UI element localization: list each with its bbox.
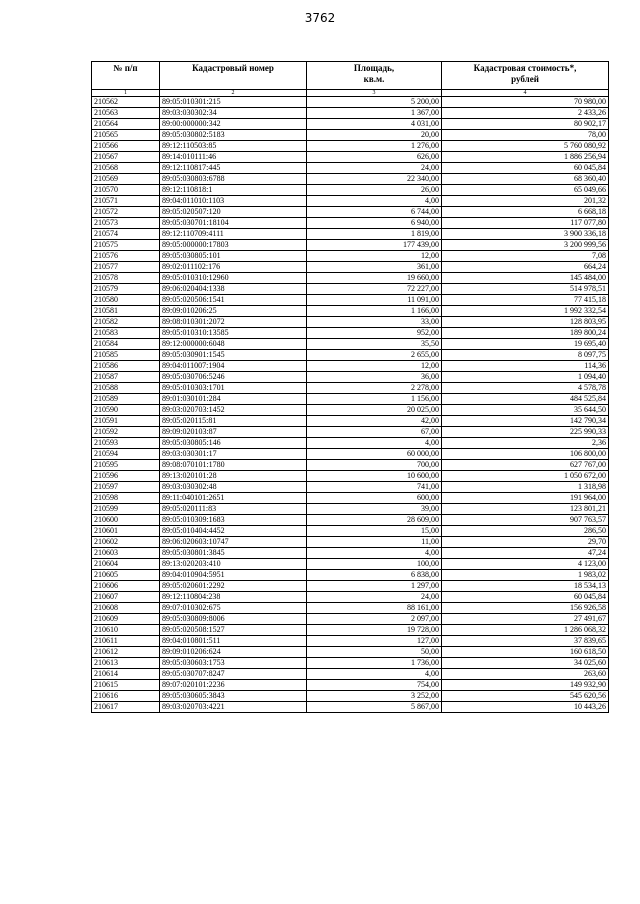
header-cost [442, 62, 609, 90]
table-row [92, 614, 609, 625]
table-row [92, 691, 609, 702]
table-row [92, 152, 609, 163]
cadastral-number-cell: 89:13:020203:410 [160, 559, 307, 570]
row-number-cell: 210597 [92, 482, 160, 493]
row-number-cell: 210575 [92, 240, 160, 251]
table-row [92, 636, 609, 647]
cadastral-value-cell: 78,00 [442, 130, 609, 141]
cadastral-value-cell: 907 763,57 [442, 515, 609, 526]
cadastral-value-cell: 3 900 336,18 [442, 229, 609, 240]
area-cell: 600,00 [307, 493, 442, 504]
cadastral-number-cell: 89:05:020507:120 [160, 207, 307, 218]
cadastral-value-cell: 4 123,00 [442, 559, 609, 570]
table-row [92, 515, 609, 526]
row-number-cell: 210599 [92, 504, 160, 515]
area-cell: 36,00 [307, 372, 442, 383]
area-cell: 741,00 [307, 482, 442, 493]
area-cell: 4,00 [307, 548, 442, 559]
cadastral-value-cell: 35 644,50 [442, 405, 609, 416]
table-row [92, 570, 609, 581]
table-row [92, 262, 609, 273]
cadastral-number-cell: 89:03:020703:1452 [160, 405, 307, 416]
cadastral-value-cell: 114,36 [442, 361, 609, 372]
cadastral-number-cell: 89:05:010310:13585 [160, 328, 307, 339]
cadastral-number-cell: 89:05:030802:5183 [160, 130, 307, 141]
row-number-cell: 210579 [92, 284, 160, 295]
header-area [307, 62, 442, 90]
area-cell: 12,00 [307, 251, 442, 262]
area-cell: 39,00 [307, 504, 442, 515]
row-number-cell: 210595 [92, 460, 160, 471]
cadastral-value-cell: 29,70 [442, 537, 609, 548]
cadastral-value-cell: 2,36 [442, 438, 609, 449]
cadastral-number-cell: 89:05:010301:215 [160, 97, 307, 108]
area-cell: 361,00 [307, 262, 442, 273]
cadastral-value-cell: 156 926,58 [442, 603, 609, 614]
cadastral-value-cell: 123 801,21 [442, 504, 609, 515]
header-cadastral: Кадастровый номер [160, 62, 307, 90]
row-number-cell: 210567 [92, 152, 160, 163]
cadastral-number-cell: 89:05:030809:8006 [160, 614, 307, 625]
table-row [92, 405, 609, 416]
row-number-cell: 210613 [92, 658, 160, 669]
cadastral-value-cell: 189 800,24 [442, 328, 609, 339]
area-cell: 28 609,00 [307, 515, 442, 526]
row-number-cell: 210563 [92, 108, 160, 119]
table-row [92, 658, 609, 669]
row-number-cell: 210602 [92, 537, 160, 548]
area-cell: 11 091,00 [307, 295, 442, 306]
area-cell: 50,00 [307, 647, 442, 658]
area-cell: 22 340,00 [307, 174, 442, 185]
row-number-cell: 210572 [92, 207, 160, 218]
column-number-row [92, 90, 609, 97]
cadastral-number-cell: 89:08:070101:1780 [160, 460, 307, 471]
cadastral-value-cell: 1 050 672,00 [442, 471, 609, 482]
table-row [92, 548, 609, 559]
table-row [92, 119, 609, 130]
header-num: № п/п [92, 62, 160, 90]
area-cell: 42,00 [307, 416, 442, 427]
table-row [92, 526, 609, 537]
cadastral-value-cell: 286,50 [442, 526, 609, 537]
cadastral-value-cell: 3 200 999,56 [442, 240, 609, 251]
cadastral-number-cell: 89:13:020101:28 [160, 471, 307, 482]
table-row [92, 680, 609, 691]
table-row [92, 163, 609, 174]
table-row [92, 427, 609, 438]
area-cell: 2 278,00 [307, 383, 442, 394]
cadastral-value-cell: 142 790,34 [442, 416, 609, 427]
area-cell: 177 439,00 [307, 240, 442, 251]
table-row [92, 372, 609, 383]
area-cell: 60 000,00 [307, 449, 442, 460]
cadastral-number-cell: 89:09:020103:87 [160, 427, 307, 438]
table-row [92, 240, 609, 251]
cadastral-number-cell: 89:05:020601:2292 [160, 581, 307, 592]
area-cell: 72 227,00 [307, 284, 442, 295]
cadastral-value-cell: 514 978,51 [442, 284, 609, 295]
cadastral-value-cell: 664,24 [442, 262, 609, 273]
area-cell: 3 252,00 [307, 691, 442, 702]
row-number-cell: 210600 [92, 515, 160, 526]
area-cell: 100,00 [307, 559, 442, 570]
area-cell: 1 297,00 [307, 581, 442, 592]
cadastral-number-cell: 89:05:030803:6788 [160, 174, 307, 185]
header-row [92, 62, 609, 90]
cadastral-number-cell: 89:01:030101:284 [160, 394, 307, 405]
cadastral-value-cell: 6 668,18 [442, 207, 609, 218]
cadastral-number-cell: 89:05:010309:1683 [160, 515, 307, 526]
cadastral-number-cell: 89:12:110818:1 [160, 185, 307, 196]
table-row [92, 130, 609, 141]
table-row [92, 482, 609, 493]
cadastral-value-cell: 37 839,65 [442, 636, 609, 647]
table-row [92, 273, 609, 284]
cadastral-number-cell: 89:03:030302:48 [160, 482, 307, 493]
column-number: 2 [160, 90, 307, 97]
table-row [92, 669, 609, 680]
area-cell: 24,00 [307, 163, 442, 174]
table-row [92, 361, 609, 372]
area-cell: 4,00 [307, 196, 442, 207]
table-row [92, 141, 609, 152]
area-cell: 1 367,00 [307, 108, 442, 119]
cadastral-value-cell: 7,08 [442, 251, 609, 262]
cadastral-value-cell: 128 803,95 [442, 317, 609, 328]
table-row [92, 328, 609, 339]
cadastral-value-cell: 1 886 256,94 [442, 152, 609, 163]
cadastral-value-cell: 1 094,40 [442, 372, 609, 383]
table-row [92, 383, 609, 394]
area-cell: 6 744,00 [307, 207, 442, 218]
area-cell: 20 025,00 [307, 405, 442, 416]
table-row [92, 559, 609, 570]
cadastral-number-cell: 89:05:030707:8247 [160, 669, 307, 680]
row-number-cell: 210571 [92, 196, 160, 207]
column-number: 3 [307, 90, 442, 97]
table-row [92, 229, 609, 240]
cadastral-number-cell: 89:05:010303:1701 [160, 383, 307, 394]
table-body [92, 97, 609, 713]
cadastral-value-cell: 1 992 332,54 [442, 306, 609, 317]
cadastral-value-cell: 160 618,50 [442, 647, 609, 658]
table-row [92, 394, 609, 405]
row-number-cell: 210589 [92, 394, 160, 405]
row-number-cell: 210562 [92, 97, 160, 108]
header-cost-line2: рублей [511, 74, 539, 84]
cadastral-value-cell: 8 097,75 [442, 350, 609, 361]
cadastral-value-cell: 77 415,18 [442, 295, 609, 306]
table-row [92, 207, 609, 218]
area-cell: 2 655,00 [307, 350, 442, 361]
cadastral-number-cell: 89:05:030605:3843 [160, 691, 307, 702]
cadastral-number-cell: 89:07:020101:2236 [160, 680, 307, 691]
row-number-cell: 210568 [92, 163, 160, 174]
area-cell: 20,00 [307, 130, 442, 141]
row-number-cell: 210608 [92, 603, 160, 614]
table-row [92, 438, 609, 449]
cadastral-number-cell: 89:04:011007:1904 [160, 361, 307, 372]
cadastral-number-cell: 89:04:011010:1103 [160, 196, 307, 207]
row-number-cell: 210566 [92, 141, 160, 152]
area-cell: 12,00 [307, 361, 442, 372]
row-number-cell: 210587 [92, 372, 160, 383]
area-cell: 2 097,00 [307, 614, 442, 625]
cadastral-number-cell: 89:05:010310:12960 [160, 273, 307, 284]
cadastral-value-cell: 4 578,78 [442, 383, 609, 394]
table-row [92, 702, 609, 713]
area-cell: 6 838,00 [307, 570, 442, 581]
cadastral-number-cell: 89:06:020603:10747 [160, 537, 307, 548]
table-row [92, 416, 609, 427]
row-number-cell: 210598 [92, 493, 160, 504]
table-row [92, 218, 609, 229]
header-area-line2: кв.м. [363, 74, 385, 84]
area-cell: 11,00 [307, 537, 442, 548]
table-row [92, 317, 609, 328]
cadastral-value-cell: 201,32 [442, 196, 609, 207]
cadastral-number-cell: 89:09:010206:25 [160, 306, 307, 317]
column-number: 4 [442, 90, 609, 97]
row-number-cell: 210617 [92, 702, 160, 713]
area-cell: 4,00 [307, 669, 442, 680]
row-number-cell: 210603 [92, 548, 160, 559]
area-cell: 626,00 [307, 152, 442, 163]
row-number-cell: 210574 [92, 229, 160, 240]
cadastral-number-cell: 89:05:030805:146 [160, 438, 307, 449]
cadastral-value-cell: 106 800,00 [442, 449, 609, 460]
row-number-cell: 210607 [92, 592, 160, 603]
area-cell: 88 161,00 [307, 603, 442, 614]
table-row [92, 295, 609, 306]
cadastral-number-cell: 89:02:011102:176 [160, 262, 307, 273]
cadastral-number-cell: 89:12:110817:445 [160, 163, 307, 174]
area-cell: 1 819,00 [307, 229, 442, 240]
cadastral-value-cell: 68 360,40 [442, 174, 609, 185]
cadastral-number-cell: 89:05:030805:101 [160, 251, 307, 262]
row-number-cell: 210596 [92, 471, 160, 482]
table-row [92, 108, 609, 119]
area-cell: 10 600,00 [307, 471, 442, 482]
row-number-cell: 210616 [92, 691, 160, 702]
row-number-cell: 210585 [92, 350, 160, 361]
table-row [92, 251, 609, 262]
area-cell: 4,00 [307, 438, 442, 449]
cadastral-number-cell: 89:05:020115:81 [160, 416, 307, 427]
table-row [92, 97, 609, 108]
table-row [92, 350, 609, 361]
row-number-cell: 210576 [92, 251, 160, 262]
row-number-cell: 210569 [92, 174, 160, 185]
cadastral-value-cell: 27 491,67 [442, 614, 609, 625]
cadastral-number-cell: 89:05:020506:1541 [160, 295, 307, 306]
cadastral-value-cell: 117 077,80 [442, 218, 609, 229]
cadastral-value-cell: 18 534,13 [442, 581, 609, 592]
area-cell: 6 940,00 [307, 218, 442, 229]
cadastral-value-cell: 545 620,56 [442, 691, 609, 702]
cadastral-number-cell: 89:03:030301:17 [160, 449, 307, 460]
row-number-cell: 210609 [92, 614, 160, 625]
cadastral-value-cell: 65 049,66 [442, 185, 609, 196]
cadastral-value-cell: 2 433,26 [442, 108, 609, 119]
area-cell: 15,00 [307, 526, 442, 537]
area-cell: 4 031,00 [307, 119, 442, 130]
row-number-cell: 210588 [92, 383, 160, 394]
cadastral-value-cell: 47,24 [442, 548, 609, 559]
cadastral-number-cell: 89:14:010111:46 [160, 152, 307, 163]
table-row [92, 460, 609, 471]
cadastral-number-cell: 89:06:020404:1338 [160, 284, 307, 295]
cadastral-value-cell: 60 045,84 [442, 592, 609, 603]
area-cell: 952,00 [307, 328, 442, 339]
area-cell: 1 276,00 [307, 141, 442, 152]
cadastral-value-cell: 225 990,33 [442, 427, 609, 438]
cadastral-number-cell: 89:05:030701:18104 [160, 218, 307, 229]
row-number-cell: 210605 [92, 570, 160, 581]
cadastral-value-cell: 484 525,84 [442, 394, 609, 405]
cadastral-value-cell: 1 286 068,32 [442, 625, 609, 636]
header-area-line1: Площадь, [353, 63, 395, 73]
cadastral-number-cell: 89:05:030901:1545 [160, 350, 307, 361]
area-cell: 1 156,00 [307, 394, 442, 405]
table-row [92, 471, 609, 482]
cadastral-value-cell: 1 983,02 [442, 570, 609, 581]
table-row [92, 581, 609, 592]
cadastral-number-cell: 89:08:010301:2072 [160, 317, 307, 328]
cadastral-number-cell: 89:05:020508:1527 [160, 625, 307, 636]
row-number-cell: 210577 [92, 262, 160, 273]
row-number-cell: 210593 [92, 438, 160, 449]
cadastral-number-cell: 89:07:010302:675 [160, 603, 307, 614]
cadastral-number-cell: 89:05:010404:4452 [160, 526, 307, 537]
cadastral-number-cell: 89:05:000000:17803 [160, 240, 307, 251]
table-row [92, 449, 609, 460]
row-number-cell: 210582 [92, 317, 160, 328]
table-row [92, 493, 609, 504]
table-row [92, 647, 609, 658]
cadastral-number-cell: 89:12:110804:238 [160, 592, 307, 603]
table-row [92, 339, 609, 350]
cadastral-value-cell: 263,60 [442, 669, 609, 680]
row-number-cell: 210581 [92, 306, 160, 317]
cadastral-value-cell: 1 318,98 [442, 482, 609, 493]
table-row [92, 196, 609, 207]
cadastral-value-cell: 10 443,26 [442, 702, 609, 713]
table-row [92, 284, 609, 295]
cadastral-value-cell: 191 964,00 [442, 493, 609, 504]
row-number-cell: 210564 [92, 119, 160, 130]
cadastral-number-cell: 89:09:010206:624 [160, 647, 307, 658]
cadastral-value-cell: 34 025,60 [442, 658, 609, 669]
cadastral-number-cell: 89:11:040101:2651 [160, 493, 307, 504]
row-number-cell: 210573 [92, 218, 160, 229]
area-cell: 33,00 [307, 317, 442, 328]
cadastral-value-cell: 149 932,90 [442, 680, 609, 691]
cadastral-number-cell: 89:12:000000:6048 [160, 339, 307, 350]
row-number-cell: 210590 [92, 405, 160, 416]
row-number-cell: 210611 [92, 636, 160, 647]
cadastral-value-cell: 60 045,84 [442, 163, 609, 174]
table-row [92, 504, 609, 515]
cadastral-value-cell: 145 484,00 [442, 273, 609, 284]
area-cell: 700,00 [307, 460, 442, 471]
table-row [92, 185, 609, 196]
cadastral-number-cell: 89:04:010801:511 [160, 636, 307, 647]
cadastral-value-cell: 70 980,00 [442, 97, 609, 108]
row-number-cell: 210586 [92, 361, 160, 372]
cadastral-number-cell: 89:03:030302:34 [160, 108, 307, 119]
row-number-cell: 210570 [92, 185, 160, 196]
cadastral-value-cell: 5 760 080,92 [442, 141, 609, 152]
column-number: 1 [92, 90, 160, 97]
cadastral-table [91, 61, 609, 713]
table-row [92, 306, 609, 317]
area-cell: 127,00 [307, 636, 442, 647]
row-number-cell: 210601 [92, 526, 160, 537]
area-cell: 754,00 [307, 680, 442, 691]
table-row [92, 625, 609, 636]
cadastral-value-cell: 19 695,40 [442, 339, 609, 350]
row-number-cell: 210594 [92, 449, 160, 460]
cadastral-number-cell: 89:05:020111:83 [160, 504, 307, 515]
area-cell: 67,00 [307, 427, 442, 438]
row-number-cell: 210615 [92, 680, 160, 691]
cadastral-number-cell: 89:12:110709:4111 [160, 229, 307, 240]
cadastral-number-cell: 89:00:000000:342 [160, 119, 307, 130]
area-cell: 5 200,00 [307, 97, 442, 108]
row-number-cell: 210604 [92, 559, 160, 570]
row-number-cell: 210583 [92, 328, 160, 339]
area-cell: 24,00 [307, 592, 442, 603]
cadastral-number-cell: 89:05:030706:5246 [160, 372, 307, 383]
area-cell: 19 728,00 [307, 625, 442, 636]
row-number-cell: 210610 [92, 625, 160, 636]
area-cell: 35,50 [307, 339, 442, 350]
area-cell: 26,00 [307, 185, 442, 196]
table-row [92, 603, 609, 614]
cadastral-number-cell: 89:05:030801:3845 [160, 548, 307, 559]
row-number-cell: 210565 [92, 130, 160, 141]
table-row [92, 592, 609, 603]
row-number-cell: 210612 [92, 647, 160, 658]
row-number-cell: 210592 [92, 427, 160, 438]
cadastral-number-cell: 89:04:010904:5951 [160, 570, 307, 581]
area-cell: 1 736,00 [307, 658, 442, 669]
header-cost-line1: Кадастровая стоимость*, [473, 63, 577, 73]
area-cell: 19 660,00 [307, 273, 442, 284]
area-cell: 5 867,00 [307, 702, 442, 713]
cadastral-number-cell: 89:03:020703:4221 [160, 702, 307, 713]
row-number-cell: 210584 [92, 339, 160, 350]
row-number-cell: 210614 [92, 669, 160, 680]
area-cell: 1 166,00 [307, 306, 442, 317]
table-row [92, 174, 609, 185]
page-number: 3762 [304, 11, 336, 25]
row-number-cell: 210580 [92, 295, 160, 306]
row-number-cell: 210606 [92, 581, 160, 592]
cadastral-number-cell: 89:12:110503:85 [160, 141, 307, 152]
table-row [92, 537, 609, 548]
cadastral-number-cell: 89:05:030603:1753 [160, 658, 307, 669]
row-number-cell: 210591 [92, 416, 160, 427]
cadastral-value-cell: 80 902,17 [442, 119, 609, 130]
cadastral-value-cell: 627 767,00 [442, 460, 609, 471]
row-number-cell: 210578 [92, 273, 160, 284]
